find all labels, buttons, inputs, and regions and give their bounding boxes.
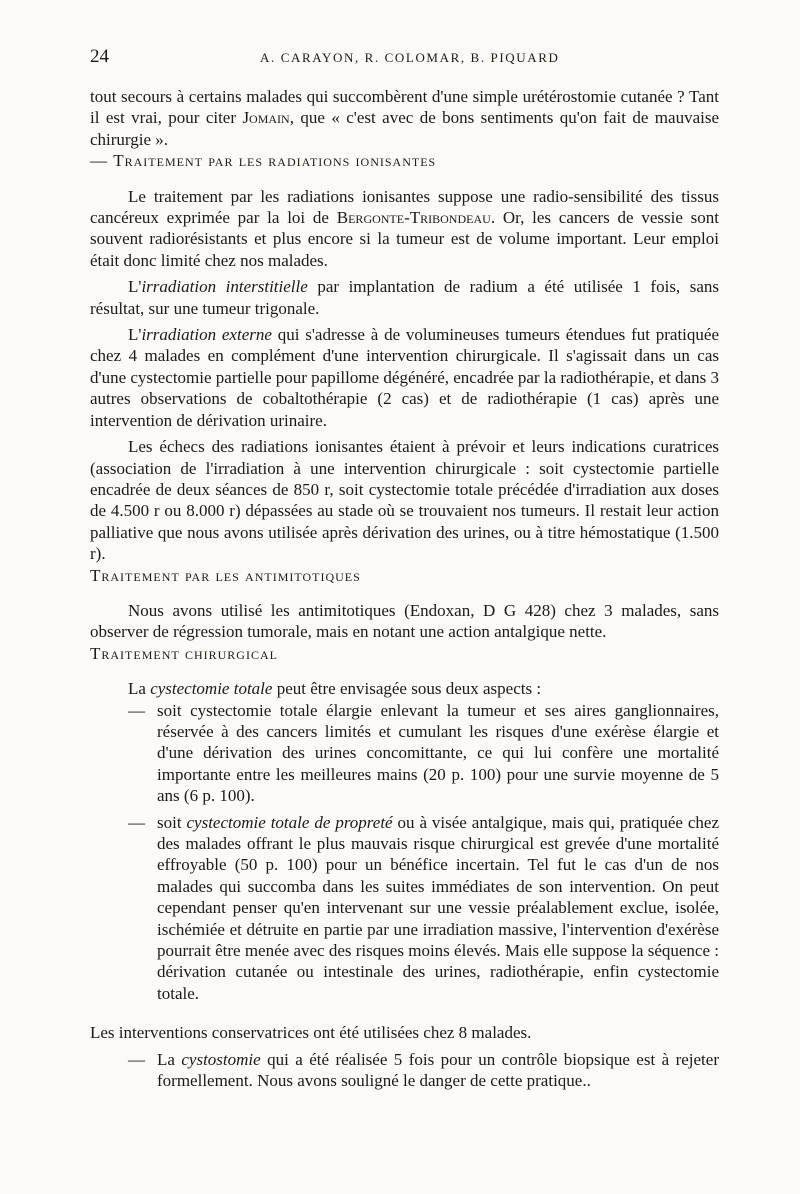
cystectomie-options-list [90,700,719,1005]
paragraph-radiations-3: L'irradiation externe qui s'adresse à de volumineuses tumeurs étendues fut pratiquée chez 4 malades en complément d'une intervention chirurgicale. Il s'agissait dans un cas d'une cystectomie partielle pour papillome dégénéré, encadrée par la radiothérapie, et dans 3 autres observations de cobaltothérapie (2 cas) et de radiothérapie (1 cas) après une intervention de dérivation urinaire. [90,325,719,430]
section-heading-radiations: — Traitement par les radiations ionisantes [90,151,437,171]
page-number: 24 [90,46,109,67]
paragraph-conservatrices: Les interventions conservatrices ont été utilisées chez 8 malades. [90,1023,532,1043]
cited-law-author: Bergonte-Tribondeau [336,208,491,228]
paragraph-antimitotiques: Nous avons utilisé les antimitotiques (Endoxan, D G 428) chez 3 malades, sans observer de régression tumorale, mais en notant une action antalgique nette. [90,600,719,642]
list-item: — La cystostomie qui a été réalisée 5 fois pour un contrôle biopsique est à rejeter formellement. Nous avons souligné le danger de cette pratique.. [128,1049,719,1091]
intro-paragraph: tout secours à certains malades qui succombèrent d'une simple urétérostomie cutanée ? Tant il est vrai, pour citer Jomain, que « c'est avec de bons sentiments qu'on fait de mauvaise chirurgie ». [90,87,720,149]
paragraph-radiations-4: Les échecs des radiations ionisantes étaient à prévoir et leurs indications curatrices (association de l'irradiation à une intervention chirurgicale : soit cystectomie partielle encadrée de deux séances de 850 r, soit cystectomie totale précédée d'irradiation aux doses de 4.500 r ou 8.000 r) dépassées au stade où se trouvaient nos tumeurs. Il restait leur action palliative que nous avons utilisée après dérivation des urines, ou à titre hémostatique (1.500 r). [90,437,719,564]
dash-marker: — [128,700,145,720]
section-heading-chirurgical: Traitement chirurgical [90,643,278,663]
body-text [90,86,719,1091]
dash-marker: — [128,1049,145,1069]
conservatrices-list [90,1049,719,1092]
header-authors: A. CARAYON, R. COLOMAR, B. PIQUARD [260,50,560,65]
list-item: — soit cystectomie totale de propreté ou à visée antalgique, mais qui, pratiquée chez des malades offrant le plus mauvais risque chirurgical est grevée d'une mortalité effroyable (50 p. 100) pour un bénéfice incertain. Tel fut le cas d'un de nos malades qui succomba dans les suites immédiates de son intervention. On peut cependant penser qu'en intervenant sur une vessie préalablement exclue, isolée, ischémiée et détruite en partie par une irradiation massive, l'intervention d'exérèse pourrait être menée avec des risques moins élevés. Mais elle suppose la séquence : dérivation cutanée ou intestinale des urines, radiothérapie, enfin cystectomie totale. [128,812,719,1003]
running-head [90,46,720,70]
paragraph-cystectomie-intro: La cystectomie totale peut être envisagée sous deux aspects : [128,679,542,699]
dash-marker: — [128,812,145,832]
section-heading-antimitotiques: Traitement par les antimitotiques [90,565,361,585]
cited-author: Jomain [242,108,290,128]
paragraph-radiations-2: L'irradiation interstitielle par implantation de radium a été utilisée 1 fois, sans résultat, sur une tumeur trigonale. [90,277,719,318]
list-item: — soit cystectomie totale élargie enlevant la tumeur et ses aires ganglionnaires, réservée à des cancers limités et cumulant les risques d'une exérèse élargie et d'une dérivation des urines concomittante, ce qui lui confère une mortalité importante entre les meilleures mains (20 p. 100) pour une survie moyenne de 5 ans (6 p. 100). [128,700,719,806]
paragraph-radiations-1: Le traitement par les radiations ionisantes suppose une radio-sensibilité des tissus cancéreux exprimée par la loi de Bergonte-Tribondeau. Or, les cancers de vessie sont souvent radiorésistants et plus encore si la tumeur est de volume important. Leur emploi était donc limité chez nos malades. [90,186,719,270]
